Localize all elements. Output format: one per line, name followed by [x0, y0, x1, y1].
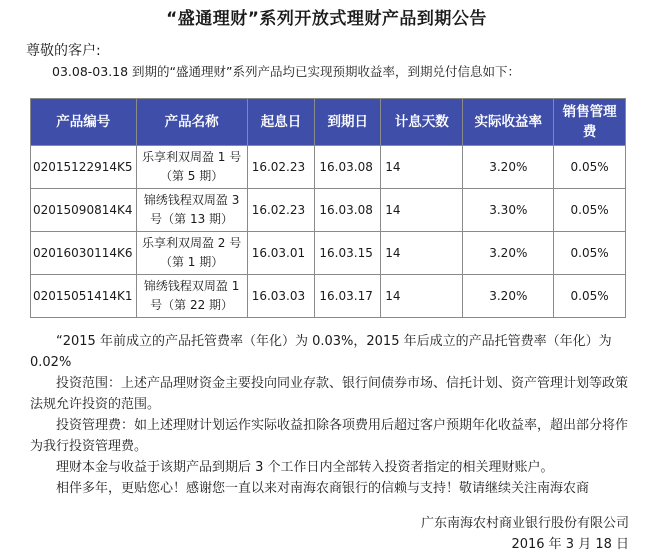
cell-fee: 0.05%: [554, 232, 626, 275]
cell-end: 16.03.08: [315, 146, 381, 189]
products-table: [30, 98, 626, 318]
table-row: [31, 232, 626, 275]
cell-start: 16.03.03: [247, 275, 315, 318]
table-row: [31, 189, 626, 232]
cell-code: 02015090814K4: [31, 189, 137, 232]
cell-name: 锦绣钱程双周盈 3 号（第 13 期）: [136, 189, 247, 232]
notice-title: “盛通理财”系列开放式理财产品到期公告: [166, 9, 487, 29]
management-fee-note: 投资管理费：如上述理财计划运作实际收益扣除各项费用后超过客户预期年化收益率，超出部分将作为我行投资管理费。: [30, 418, 629, 454]
cell-days: 14: [381, 189, 463, 232]
principal-note: 理财本金与收益于该期产品到期后 3 个工作日内全部转入投资者指定的相关理财账户。: [56, 460, 554, 475]
header-code: 产品编号: [31, 99, 137, 146]
intro-text: 03.08-03.18 到期的“盛通理财”系列产品均已实现预期收益率，到期兑付信息如下：: [52, 64, 521, 79]
signature-date: 2016 年 3 月 18 日: [511, 537, 629, 552]
header-start: 起息日: [247, 99, 315, 146]
cell-yield: 3.20%: [463, 146, 554, 189]
table-row: [31, 146, 626, 189]
signature-bank: 广东南海农村商业银行股份有限公司: [420, 516, 629, 531]
cell-yield: 3.20%: [463, 232, 554, 275]
cell-start: 16.03.01: [247, 232, 315, 275]
cell-days: 14: [381, 232, 463, 275]
thanks-note: 相伴多年，更贴您心！感谢您一直以来对南海农商银行的信赖与支持！敬请继续关注南海农商: [56, 481, 590, 496]
cell-code: 02015122914K5: [31, 146, 137, 189]
cell-start: 16.02.23: [247, 189, 315, 232]
cell-code: 02015051414K1: [31, 275, 137, 318]
investment-scope: 投资范围：上述产品理财资金主要投向同业存款、银行间债券市场、信托计划、资产管理计划等政策法规允许投资的范围。: [30, 376, 629, 412]
cell-end: 16.03.15: [315, 232, 381, 275]
custody-fee-note: “2015 年前成立的产品托管费率（年化）为 0.03%，2015 年后成立的产品托管费率（年化）为 0.02%: [30, 334, 612, 370]
cell-start: 16.02.23: [247, 146, 315, 189]
cell-days: 14: [381, 146, 463, 189]
cell-fee: 0.05%: [554, 146, 626, 189]
cell-end: 16.03.08: [315, 189, 381, 232]
cell-name: 乐享利双周盈 2 号（第 1 期）: [136, 232, 247, 275]
cell-yield: 3.20%: [463, 275, 554, 318]
cell-code: 02016030114K6: [31, 232, 137, 275]
header-end: 到期日: [315, 99, 381, 146]
table-header-row: [31, 99, 626, 146]
cell-days: 14: [381, 275, 463, 318]
header-yield: 实际收益率: [463, 99, 554, 146]
cell-yield: 3.30%: [463, 189, 554, 232]
header-fee: 销售管理费: [554, 99, 626, 146]
cell-end: 16.03.17: [315, 275, 381, 318]
header-days: 计息天数: [381, 99, 463, 146]
cell-name: 乐享利双周盈 1 号（第 5 期）: [136, 146, 247, 189]
table-row: [31, 275, 626, 318]
cell-name: 锦绣钱程双周盈 1 号（第 22 期）: [136, 275, 247, 318]
greeting: 尊敬的客户:: [26, 43, 101, 59]
header-name: 产品名称: [136, 99, 247, 146]
cell-fee: 0.05%: [554, 189, 626, 232]
cell-fee: 0.05%: [554, 275, 626, 318]
